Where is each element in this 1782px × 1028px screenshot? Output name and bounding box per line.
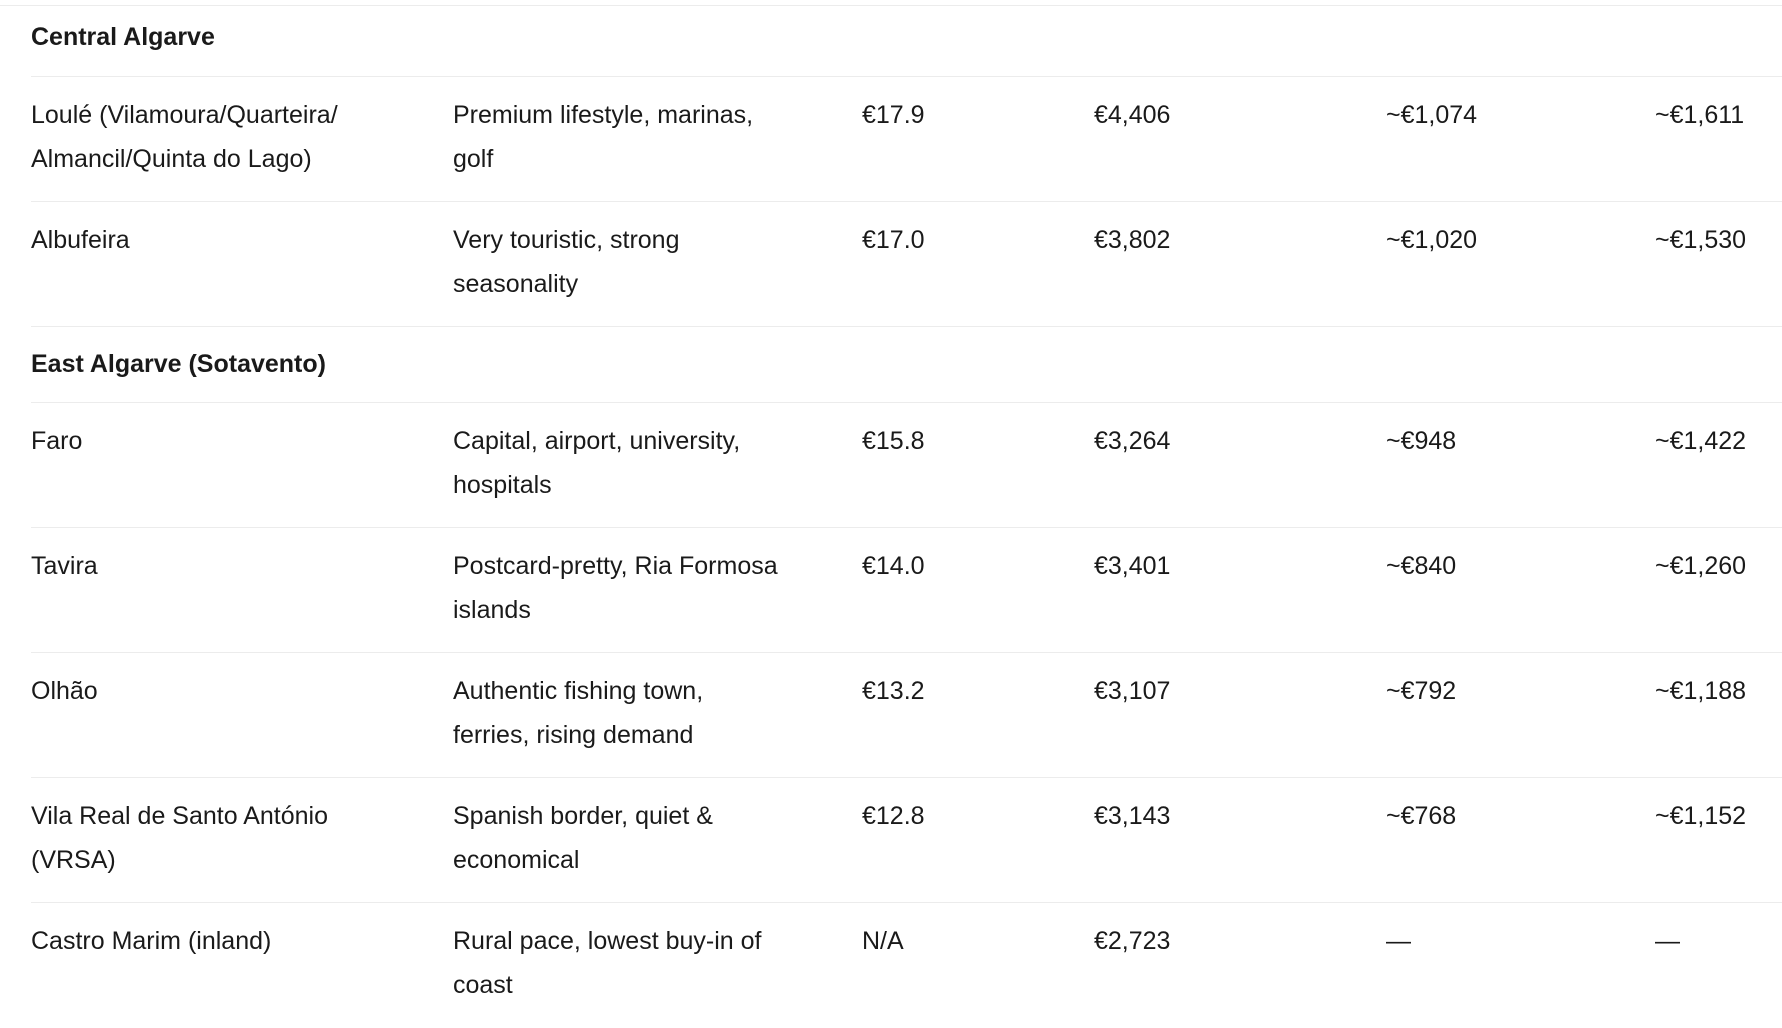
estimate-cell-2: ~€1,611 [1655, 101, 1745, 129]
description-cell: Premium lifestyle, marinas, golf [453, 101, 754, 173]
description-cell: Postcard-pretty, Ria Formosa islands [453, 552, 778, 624]
town-cell: Vila Real de Santo António (VRSA) [31, 802, 328, 874]
estimate-cell-2: ~€1,530 [1655, 226, 1747, 254]
section-header-central-algarve [31, 0, 1782, 77]
price-cell: €2,723 [1094, 927, 1171, 955]
table-row [31, 903, 1782, 1028]
table-row [31, 202, 1782, 327]
table-row [31, 653, 1782, 778]
price-cell: €4,406 [1094, 101, 1171, 129]
algarve-price-table [31, 0, 1782, 1028]
rent-cell: €17.9 [862, 101, 925, 129]
price-cell: €3,143 [1094, 802, 1171, 830]
town-cell: Olhão [31, 677, 98, 705]
price-cell: €3,802 [1094, 226, 1171, 254]
estimate-cell-2: — [1655, 927, 1680, 955]
section-label: Central Algarve [31, 23, 215, 51]
estimate-cell-1: ~€840 [1386, 552, 1457, 580]
table-row [31, 77, 1782, 202]
rent-cell: €12.8 [862, 802, 925, 830]
price-cell: €3,264 [1094, 427, 1171, 455]
price-cell: €3,107 [1094, 677, 1171, 705]
estimate-cell-1: — [1386, 927, 1411, 955]
estimate-cell-1: ~€1,074 [1386, 101, 1478, 129]
town-cell: Albufeira [31, 226, 130, 254]
rent-cell: €17.0 [862, 226, 925, 254]
town-cell: Tavira [31, 552, 98, 580]
town-cell: Loulé (Vilamoura/Quarteira/ Almancil/Quinta do Lago) [31, 101, 338, 173]
rent-cell: €13.2 [862, 677, 925, 705]
estimate-cell-2: ~€1,152 [1655, 802, 1747, 830]
price-cell: €3,401 [1094, 552, 1171, 580]
rent-cell: N/A [862, 927, 904, 955]
table-row [31, 778, 1782, 903]
table-row [31, 528, 1782, 653]
description-cell: Rural pace, lowest buy-in of coast [453, 927, 762, 999]
town-cell: Castro Marim (inland) [31, 927, 272, 955]
estimate-cell-1: ~€948 [1386, 427, 1457, 455]
rent-cell: €14.0 [862, 552, 925, 580]
estimate-cell-1: ~€1,020 [1386, 226, 1478, 254]
section-label: East Algarve (Sotavento) [31, 350, 326, 378]
estimate-cell-1: ~€792 [1386, 677, 1457, 705]
description-cell: Authentic fishing town, ferries, rising demand [453, 677, 704, 749]
description-cell: Very touristic, strong seasonality [453, 226, 680, 298]
estimate-cell-2: ~€1,260 [1655, 552, 1747, 580]
town-cell: Faro [31, 427, 83, 455]
table-row [31, 403, 1782, 528]
description-cell: Capital, airport, university, hospitals [453, 427, 741, 499]
estimate-cell-2: ~€1,188 [1655, 677, 1747, 705]
section-header-east-algarve [31, 327, 1782, 403]
description-cell: Spanish border, quiet & economical [453, 802, 713, 874]
estimate-cell-2: ~€1,422 [1655, 427, 1747, 455]
rent-cell: €15.8 [862, 427, 925, 455]
estimate-cell-1: ~€768 [1386, 802, 1457, 830]
